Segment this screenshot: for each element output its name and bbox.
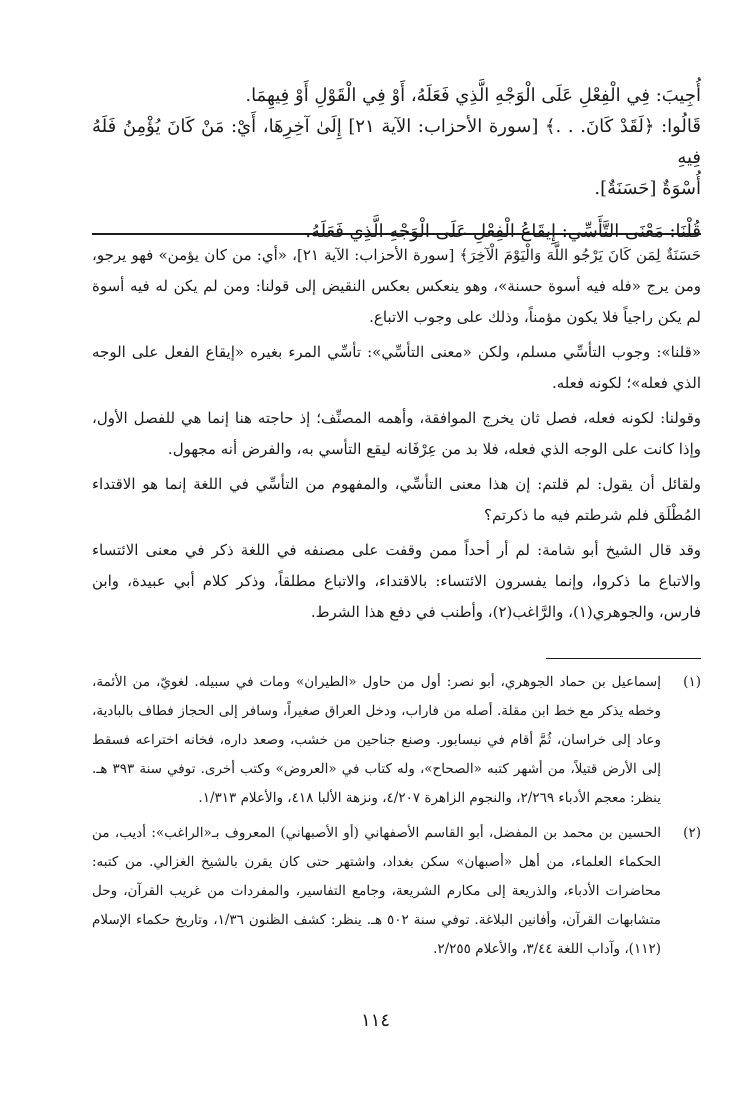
- commentary-paragraph: حَسَنَةٌ لِمَن كَانَ يَرْجُو اللَّهَ وَالْيَوْمَ الْآخِرَ﴾ [سورة الأحزاب: الآية ٢١]، «أي: من كان يؤمن» فهو يرجو، ومن يرج «فله فيه أسوة حسنة»، وهو ينعكس بعكس النقيض إلى قولنا: ومن لم يكن له فيه أسوة لم يكن راجياً فلا يكون مؤمناً، وذلك على وجوب الاتباع.: [92, 246, 702, 326]
- footnotes: [92, 668, 701, 970]
- footnote-number: (٢): [683, 825, 701, 841]
- main-text-line: قُلْنَا: مَعْنَى التَّأَسِّي: إِيقَاعُ الْفِعْلِ عَلَى الْوَجْهِ الَّذِي فَعَلَهُ.: [305, 221, 701, 242]
- footnote-number: (١): [683, 674, 701, 690]
- page-number: ١١٤: [360, 1010, 390, 1031]
- commentary-paragraph: «قلنا»: وجوب التأسِّي مسلم، ولكن «معنى التأسِّي»: تأسِّي المرء بغيره «إيقاع الفعل على الوجه الذي فعله»؛ لكونه فعله.: [92, 343, 701, 392]
- commentary-paragraph: وقد قال الشيخ أبو شامة: لم أر أحداً ممن وقفت على مصنفه في اللغة ذكر في معنى الائتساء والاتباع ما ذكروا، وإنما يفسرون الائتساء: بالاقتداء، والاتباع مطلقاً، وذكر كلام أبي عبيدة، وابن فارس، والجوهري(١)، والرَّاغب(٢)، وأطنب في دفع هذا الشرط.: [92, 541, 701, 621]
- main-text: [92, 80, 701, 247]
- footnote-divider: [546, 658, 701, 659]
- footnote-text: الحسين بن محمد بن المفضل، أبو القاسم الأصفهاني (أو الأصبهاني) المعروف بـ«الراغب»: أديب، من الحكماء العلماء، من أهل «أصبهان» سكن بغداد، واشتهر حتى كان يقرن بالشيخ الغزالي. من كتبه: محاضرات الأدباء، والذريعة إلى مكارم الشريعة، وجامع التفاسير، والمفردات من غريب القرآن، وحل متشابهات القرآن، وأفانين البلاغة. توفي سنة ٥٠٢ هـ. ينظر: كشف الظنون ١/٣٦، وتاريخ حكماء الإسلام (١١٢)، وآداب اللغة ٣/٤٤، والأعلام ٢/٢٥٥.: [92, 825, 662, 957]
- commentary: [92, 240, 701, 632]
- main-text-line: قَالُوا: ﴿لَقَدْ كَانَ. . .﴾ [سورة الأحزاب: الآية ٢١] إِلَىٰ آخِرِهَا، أَيْ: مَنْ كَانَ يُؤْمِنُ فَلَهُ فِيهِ: [92, 116, 702, 168]
- footnote: [92, 819, 701, 964]
- commentary-paragraph: وقولنا: لكونه فعله، فصل ثان يخرج الموافقة، وأهمه المصنِّف؛ إذ حاجته هنا إنما هي للفصل الأول، وإذا كانت على الوجه الذي فعله، فلا بد من عِرْفَانه ليقع التأسي به، والفرض أنه مجهول.: [92, 409, 701, 458]
- commentary-paragraph: ولقائل أن يقول: لم قلتم: إن هذا معنى التأسِّي، والمفهوم من التأسِّي في اللغة إنما هو الاقتداء المُطْلَق فلم شرطتم فيه ما ذكرتم؟: [92, 475, 701, 524]
- footnote: [92, 668, 701, 813]
- main-text-divider: [92, 233, 701, 235]
- main-text-line: أُسْوَةٌ [حَسَنَةٌ].: [594, 178, 701, 199]
- footnote-text: إسماعيل بن حماد الجوهري، أبو نصر: أول من حاول «الطيران» ومات في سبيله. لغويّ، من الأئمة، وخطه يذكر مع خط ابن مقلة. أصله من فاراب، ودخل العراق صغيراً، وسافر إلى الحجاز فطاف بالبادية، وعاد إلى خراسان، ثُمَّ أقام في نيسابور. وصنع جناحين من خشب، وصعد داره، فخانه اختراعه فسقط إلى الأرض قتيلاً، من أشهر كتبه «الصحاح»، وله كتاب في «العروض» وكتب أخرى. توفي سنة ٣٩٣ هـ. ينظر: معجم الأدباء ٢/٢٦٩، والنجوم الزاهرة ٤/٢٠٧، ونزهة الألبا ٤١٨، والأعلام ١/٣١٣.: [92, 674, 661, 806]
- main-text-line: أُجِيبَ: فِي الْفِعْلِ عَلَى الْوَجْهِ الَّذِي فَعَلَهُ، أَوْ فِي الْقَوْلِ أَوْ فِيهِمَا.: [245, 85, 701, 106]
